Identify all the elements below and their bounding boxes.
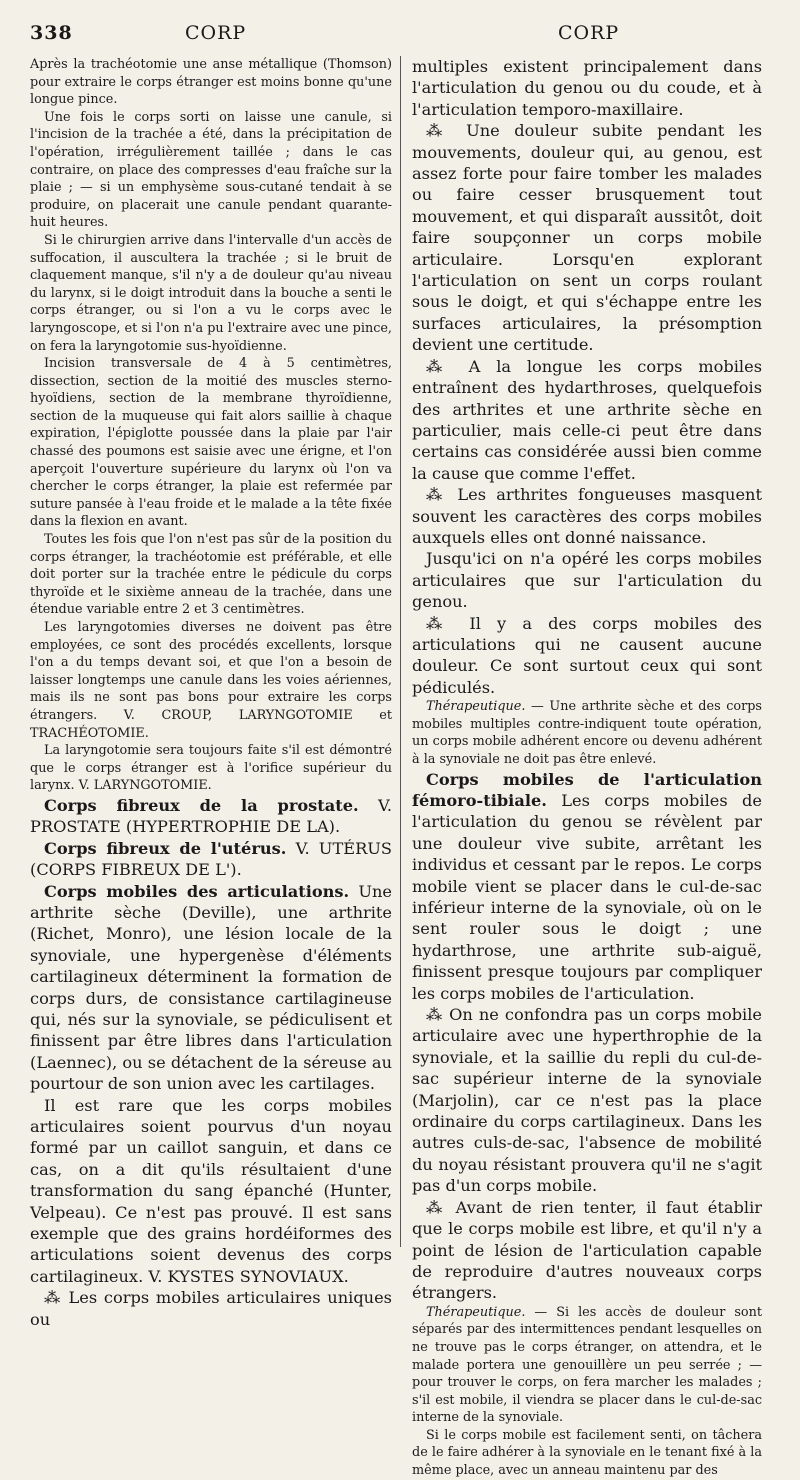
column-divider	[400, 56, 401, 1247]
paragraph: Une fois le corps sorti on laisse une canule, si l'incision de la trachée a été, dans la précipitation de l'opération, irrégulièrement taillée ; dans le cas contraire, on place des compresses d'eau fraîche sur la plaie ; — si un emphysème sous-cutané tendait à se produire, on placerait une canule pendant quarante-huit heures.	[30, 109, 392, 231]
paragraph: ⁂ Les arthrites fongueuses masquent souvent les caractères des corps mobiles auxquels elles ont donné naissance.	[412, 485, 762, 547]
entry-title: Corps mobiles de l'articulation fémoro-tibiale.	[412, 769, 762, 810]
therapeutics-label: Thérapeutique.	[426, 699, 526, 715]
therapeutics-text: — Une arthrite sèche et des corps mobiles multiples contre-indiquent toute opération, un corps mobile adhérent encore ou devenu adhérent à la synoviale ne doit pas être enlevé.	[412, 699, 762, 767]
therapeutics-note	[412, 698, 762, 768]
paragraph: Il est rare que les corps mobiles articulaires soient pourvus d'un noyau formé par un caillot sanguin, et dans ce cas, on a dit qu'ils résultaient d'une transformation du sang épanché (Hunter, Velpeau). Ce n'est pas prouvé. Il est sans exemple que des grains hordéiformes des articulations soient devenus des corps cartilagineux. V. KYSTES SYNOVIAUX.	[30, 1095, 392, 1286]
paragraph: ⁂ On ne confondra pas un corps mobile articulaire avec une hyperthrophie de la synoviale, et la saillie du repli du cul-de-sac supérieur interne de la synoviale (Marjolin), car ce n'est pas la place ordinaire du corps cartilagineux. Dans les autres culs-de-sac, l'absence de mobilité du noyau résistant prouvera qu'il ne s'agit pas d'un corps mobile.	[412, 1005, 762, 1196]
paragraph: ⁂ Une douleur subite pendant les mouvements, douleur qui, au genou, est assez forte pour faire tomber les malades ou faire cesser brusquement tout mouvement, et qui disparaît aussitôt, doit faire soupçonner un corps mobile articulaire. Lorsqu'en explorant l'articulation on sent un corps roulant sous le doigt, et qui s'échappe entre les surfaces articulaires, la présomption devient une certitude.	[412, 121, 762, 355]
left-column	[30, 56, 392, 1329]
paragraph: Toutes les fois que l'on n'est pas sûr de la position du corps étranger, la trachéotomie est préférable, et elle doit porter sur la trachée entre le pédicule du corps thyroïde et le sixième anneau de la trachée, dans une étendue variable entre 2 et 3 centimètres.	[30, 532, 392, 618]
paragraph: Si le chirurgien arrive dans l'intervalle d'un accès de suffocation, il auscultera la trachée ; si le bruit de claquement manque, s'il n'y a de douleur qu'au niveau du larynx, si le doigt introduit dans la bouche a senti le corps étranger, ou si l'on a vu le corps avec le laryngoscope, et si l'on n'a pu l'extraire avec une pince, on fera la laryngotomie sus-hyoïdienne.	[30, 232, 392, 354]
paragraph: ⁂ Il y a des corps mobiles des articulations qui ne causent aucune douleur. Ce sont surtout ceux qui sont pédiculés.	[412, 613, 762, 697]
therapeutics-note	[412, 1304, 762, 1427]
running-head-right: CORP	[558, 22, 620, 44]
entry-text: Les corps mobiles de l'articulation du genou se révèlent par une douleur vive subite, arrêtant les individus et cessant par le repos. Le corps mobile vient se placer dans le cul-de-sac inférieur interne de la synoviale, où on le sent rouler sous le doigt ; une hydarthrose, une arthrite sub-aiguë, finissent presque toujours par compliquer les corps mobiles de l'articulation.	[412, 790, 762, 1003]
paragraph: Après la trachéotomie une anse métallique (Thomson) pour extraire le corps étranger est moins bonne qu'une longue pince.	[30, 57, 392, 108]
page-number: 338	[30, 22, 73, 44]
entry-reference: V. UTÉRUS (CORPS FIBREUX DE L').	[30, 838, 392, 880]
paragraph: Incision transversale de 4 à 5 centimètres, dissection, section de la moitié des muscles sterno-hyoïdiens, section de la membrane thyroïdienne, section de la muqueuse qui fait alors saillie à chaque expiration, l'épiglotte poussée dans la plaie par l'air chassé des poumons est saisie avec une érigne, et l'on aperçoit l'ouverture supérieure du larynx où l'on va chercher le corps étranger, la plaie est refermée par suture pansée à l'eau froide et le malade a la tête fixée dans la flexion en avant.	[30, 356, 392, 530]
entry	[30, 881, 392, 1095]
entry-title: Corps fibreux de l'utérus.	[44, 838, 287, 858]
entry	[30, 795, 392, 838]
paragraph: Jusqu'ici on n'a opéré les corps mobiles articulaires que sur l'articulation du genou.	[412, 549, 762, 612]
entry-text: Une arthrite sèche (Deville), une arthrite (Richet, Monro), une lésion locale de la synoviale, une hypergenèse d'éléments cartilagineux déterminent la formation de corps durs, de consistance cartilagineuse qui, nés sur la synoviale, se pédiculisent et finissent par être libres dans l'articulation (Laennec), ou se détachent de la séreuse au pourtour de son union avec les cartilages.	[30, 881, 392, 1094]
paragraph: Les laryngotomies diverses ne doivent pas être employées, ce sont des procédés excellents, lorsque l'on a du temps devant soi, et que l'on a besoin de laisser longtemps une canule dans les voies aériennes, mais ils ne sont pas bons pour extraire les corps étrangers. V. CROUP, LARYNGOTOMIE et TRACHÉOTOMIE.	[30, 620, 392, 741]
right-column	[412, 56, 762, 1479]
paragraph: ⁂ Avant de rien tenter, il faut établir que le corps mobile est libre, et qu'il n'y a point de lésion de l'articulation capable de reproduire d'autres nouveaux corps étrangers.	[412, 1197, 762, 1303]
entry-reference: V. PROSTATE (HYPERTROPHIE DE LA).	[30, 795, 392, 837]
entry-title: Corps mobiles des articulations.	[44, 881, 350, 901]
running-head-left: CORP	[185, 22, 247, 44]
therapeutics-label: Thérapeutique.	[426, 1304, 526, 1320]
paragraph: La laryngotomie sera toujours faite s'il est démontré que le corps étranger est à l'orifice supérieur du larynx. V. LARYNGOTOMIE.	[30, 743, 392, 794]
therapeutics-text: — Si les accès de douleur sont séparés par des intermittences pendant lesquelles on ne trouve pas le corps étranger, on attendra, et le malade portera une genouillère un peu serrée ; — pour trouver le corps, on fera marcher les malades ; s'il est mobile, il viendra se placer dans le cul-de-sac interne de la synoviale.	[412, 1304, 762, 1426]
entry	[30, 838, 392, 881]
paragraph: Si le corps mobile est facilement senti, on tâchera de le faire adhérer à la synoviale en le tenant fixé à la même place, avec un anneau maintenu par des	[412, 1427, 762, 1479]
paragraph: ⁂ Les corps mobiles articulaires uniques ou	[30, 1288, 392, 1329]
paragraph: multiples existent principalement dans l'articulation du genou ou du coude, et à l'articulation temporo-maxillaire.	[412, 57, 762, 119]
entry-title: Corps fibreux de la prostate.	[44, 795, 359, 815]
paragraph: ⁂ A la longue les corps mobiles entraînent des hydarthroses, quelquefois des arthrites et une arthrite sèche en particulier, mais celle-ci peut être dans certains cas considérée aussi bien comme la cause que comme l'effet.	[412, 356, 762, 483]
entry	[412, 769, 762, 1004]
